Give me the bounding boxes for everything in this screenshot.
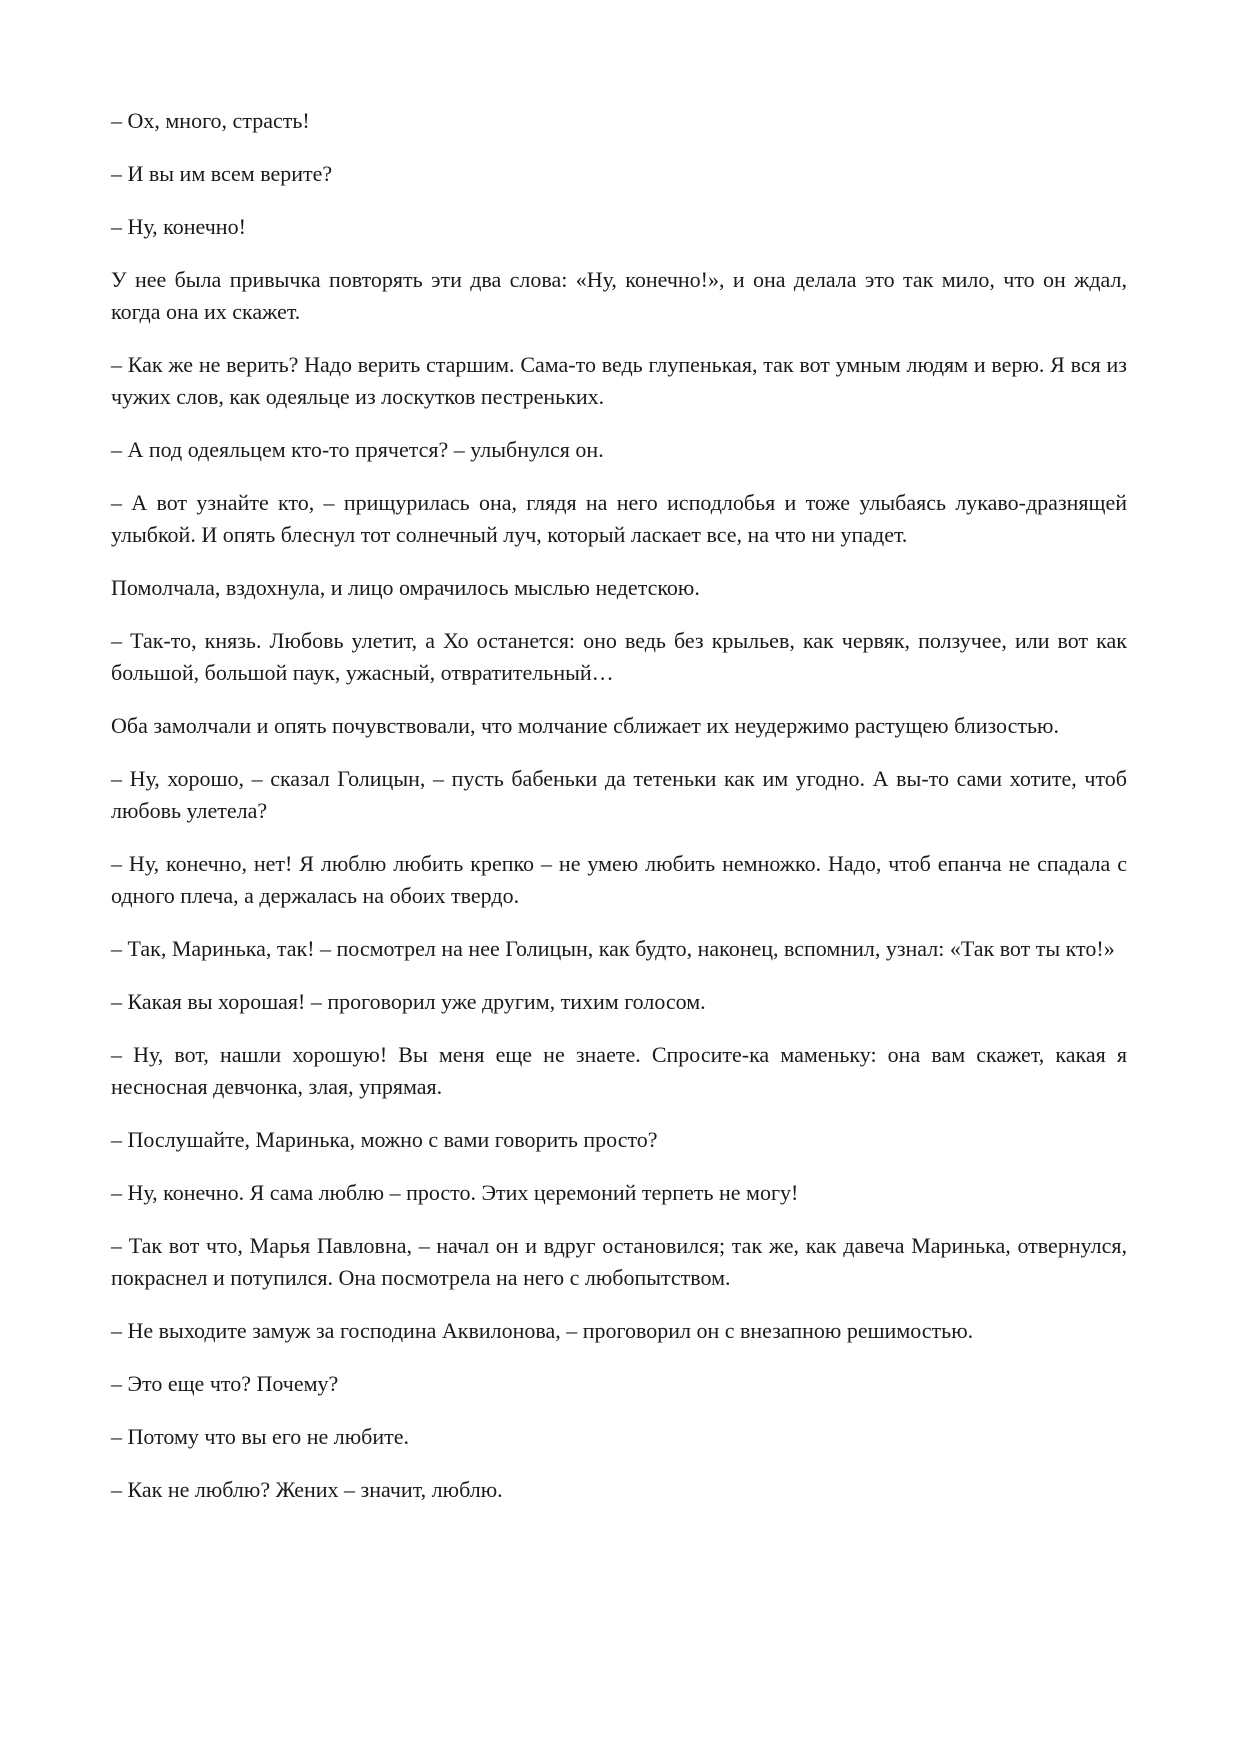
paragraph: – Как не люблю? Жених – значит, люблю. bbox=[111, 1477, 503, 1502]
paragraph: – Так вот что, Марья Павловна, – начал он и вдруг остановился; так же, как давеча Маринька, отвернулся, покраснел и потупился. Она посмотрела на него с любопытством. bbox=[111, 1233, 1127, 1290]
document-page bbox=[111, 105, 1127, 1527]
paragraph: – А под одеяльцем кто-то прячется? – улыбнулся он. bbox=[111, 437, 604, 462]
paragraph: – Как же не верить? Надо верить старшим. Сама-то ведь глупенькая, так вот умным людям и верю. Я вся из чужих слов, как одеяльце из лоскутков пестреньких. bbox=[111, 352, 1127, 409]
paragraph: – И вы им всем верите? bbox=[111, 161, 333, 186]
paragraph: – Послушайте, Маринька, можно с вами говорить просто? bbox=[111, 1127, 658, 1152]
paragraph: Оба замолчали и опять почувствовали, что молчание сближает их неудержимо растущею близостью. bbox=[111, 713, 1059, 738]
paragraph: – Какая вы хорошая! – проговорил уже другим, тихим голосом. bbox=[111, 989, 706, 1014]
paragraph: – Ну, конечно. Я сама люблю – просто. Этих церемоний терпеть не могу! bbox=[111, 1180, 799, 1205]
paragraph: – Так, Маринька, так! – посмотрел на нее Голицын, как будто, наконец, вспомнил, узнал: «Так вот ты кто!» bbox=[111, 936, 1115, 961]
paragraph: – Ну, хорошо, – сказал Голицын, – пусть бабеньки да тетеньки как им угодно. А вы-то сами хотите, чтоб любовь улетела? bbox=[111, 766, 1127, 823]
paragraph: Помолчала, вздохнула, и лицо омрачилось мыслью недетскою. bbox=[111, 575, 700, 600]
paragraph: – Ну, конечно, нет! Я люблю любить крепко – не умею любить немножко. Надо, чтоб епанча не спадала с одного плеча, а держалась на обоих твердо. bbox=[111, 851, 1127, 908]
paragraph: – А вот узнайте кто, – прищурилась она, глядя на него исподлобья и тоже улыбаясь лукаво-дразнящей улыбкой. И опять блеснул тот солнечный луч, который ласкает все, на что ни упадет. bbox=[111, 490, 1127, 547]
paragraph: – Так-то, князь. Любовь улетит, а Хо останется: оно ведь без крыльев, как червяк, ползучее, или вот как большой, большой паук, ужасный, отвратительный… bbox=[111, 628, 1127, 685]
paragraph: – Ну, вот, нашли хорошую! Вы меня еще не знаете. Спросите-ка маменьку: она вам скажет, какая я несносная девчонка, злая, упрямая. bbox=[111, 1042, 1127, 1099]
paragraph: – Это еще что? Почему? bbox=[111, 1371, 339, 1396]
paragraph: – Не выходите замуж за господина Аквилонова, – проговорил он с внезапною решимостью. bbox=[111, 1318, 974, 1343]
paragraph: – Потому что вы его не любите. bbox=[111, 1424, 410, 1449]
paragraph: – Ну, конечно! bbox=[111, 214, 246, 239]
paragraph: – Ох, много, страсть! bbox=[111, 108, 310, 133]
paragraph: У нее была привычка повторять эти два слова: «Ну, конечно!», и она делала это так мило, что он ждал, когда она их скажет. bbox=[111, 267, 1127, 324]
